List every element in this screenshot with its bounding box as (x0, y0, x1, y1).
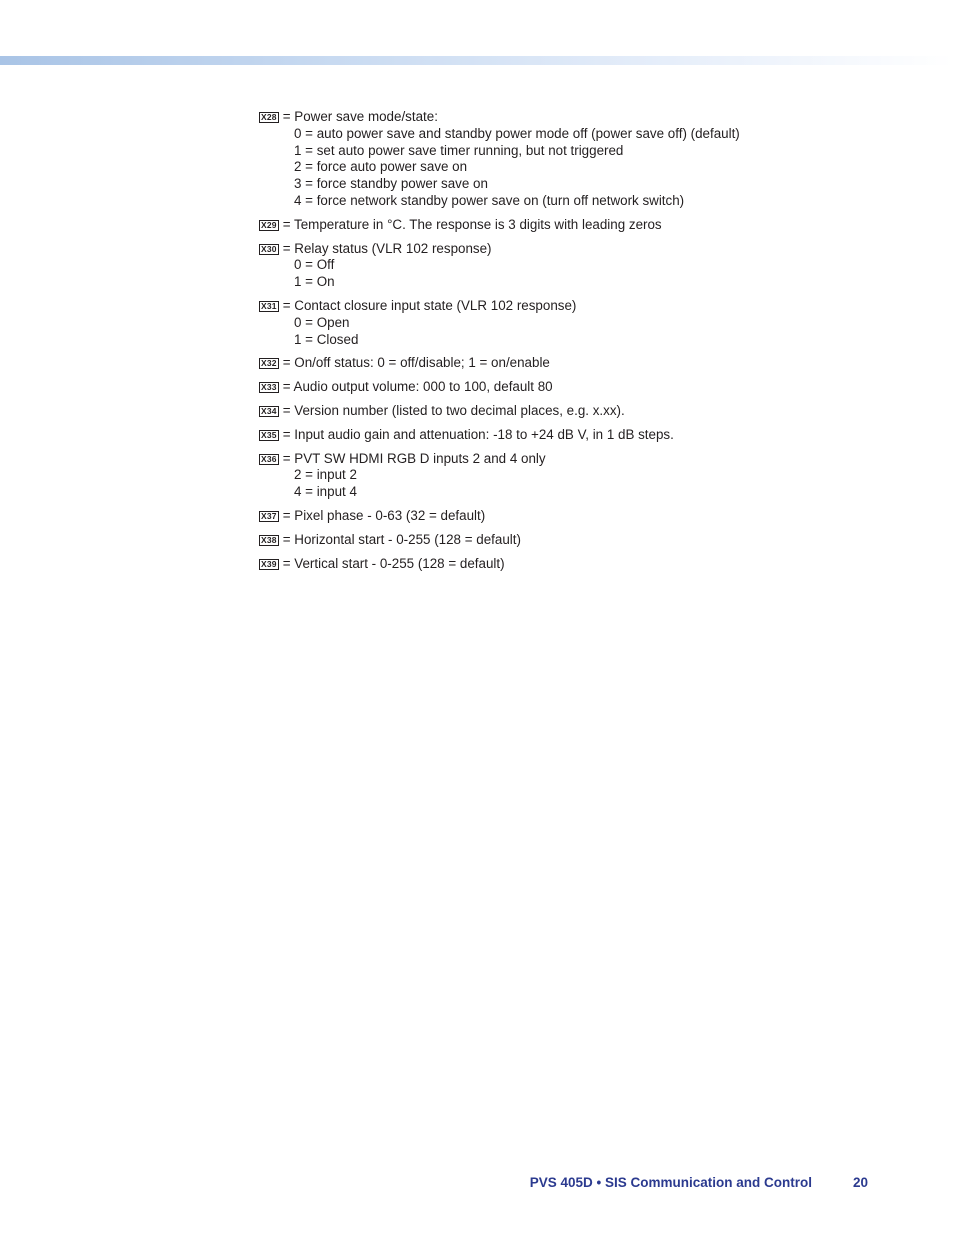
entry-description: = PVT SW HDMI RGB D inputs 2 and 4 only (282, 450, 546, 466)
entry-description: = Contact closure input state (VLR 102 response) (282, 297, 577, 313)
variable-box: X34 (261, 405, 277, 416)
variable-box: X35 (261, 429, 277, 440)
header-gradient-bar (0, 56, 954, 65)
entry-option: 3 = force standby power save on (294, 176, 488, 192)
entry-description: = On/off status: 0 = off/disable; 1 = on/enable (282, 355, 550, 371)
entry-description: = Audio output volume: 000 to 100, default 80 (282, 379, 553, 395)
variable-box: X30 (261, 243, 277, 254)
entry-option: 0 = Open (294, 314, 350, 330)
entry-x35 (259, 427, 859, 444)
footer-title: PVS 405D • SIS Communication and Control (529, 1175, 812, 1190)
variable-box: X39 (261, 558, 277, 569)
variable-definitions (259, 109, 859, 579)
entry-option: 0 = auto power save and standby power mode off (power save off) (default) (294, 125, 740, 141)
entry-option: 0 = Off (294, 257, 335, 273)
entry-x29 (259, 217, 859, 234)
variable-box: X29 (261, 219, 277, 230)
entry-description: = Input audio gain and attenuation: -18 to +24 dB V, in 1 dB steps. (282, 426, 674, 442)
entry-x32 (259, 355, 859, 372)
entry-description: = Relay status (VLR 102 response) (282, 240, 492, 256)
entry-option: 2 = force auto power save on (294, 159, 468, 175)
entry-x34 (259, 403, 859, 420)
variable-box: X38 (261, 534, 277, 545)
variable-box: X33 (261, 382, 277, 393)
entry-option: 2 = input 2 (294, 467, 357, 483)
entry-x36 (259, 451, 859, 501)
variable-box: X36 (261, 453, 277, 464)
variable-box: X32 (261, 358, 277, 369)
variable-box: X28 (261, 112, 277, 122)
entry-description: = Temperature in °C. The response is 3 digits with leading zeros (282, 216, 662, 232)
entry-description: = Vertical start - 0-255 (128 = default) (282, 555, 505, 571)
entry-option: 4 = input 4 (294, 484, 357, 500)
entry-x37 (259, 508, 859, 525)
entry-description: = Version number (listed to two decimal places, e.g. x.xx). (282, 402, 625, 418)
entry-x31 (259, 298, 859, 348)
entry-option: 4 = force network standby power save on (turn off network switch) (294, 192, 685, 208)
entry-x33 (259, 379, 859, 396)
entry-option: 1 = Closed (294, 331, 359, 347)
entry-x30 (259, 241, 859, 291)
entry-description: = Pixel phase - 0-63 (32 = default) (282, 507, 486, 523)
entry-description: = Power save mode/state: (282, 109, 438, 124)
entry-x38 (259, 532, 859, 549)
entry-option: 1 = set auto power save timer running, but not triggered (294, 142, 624, 158)
variable-box: X31 (261, 300, 277, 311)
entry-description: = Horizontal start - 0-255 (128 = default) (282, 531, 521, 547)
entry-option: 1 = On (294, 274, 335, 290)
entry-x28 (259, 109, 859, 210)
page-number: 20 (852, 1175, 868, 1190)
variable-box: X37 (261, 510, 277, 521)
entry-x39 (259, 556, 859, 573)
